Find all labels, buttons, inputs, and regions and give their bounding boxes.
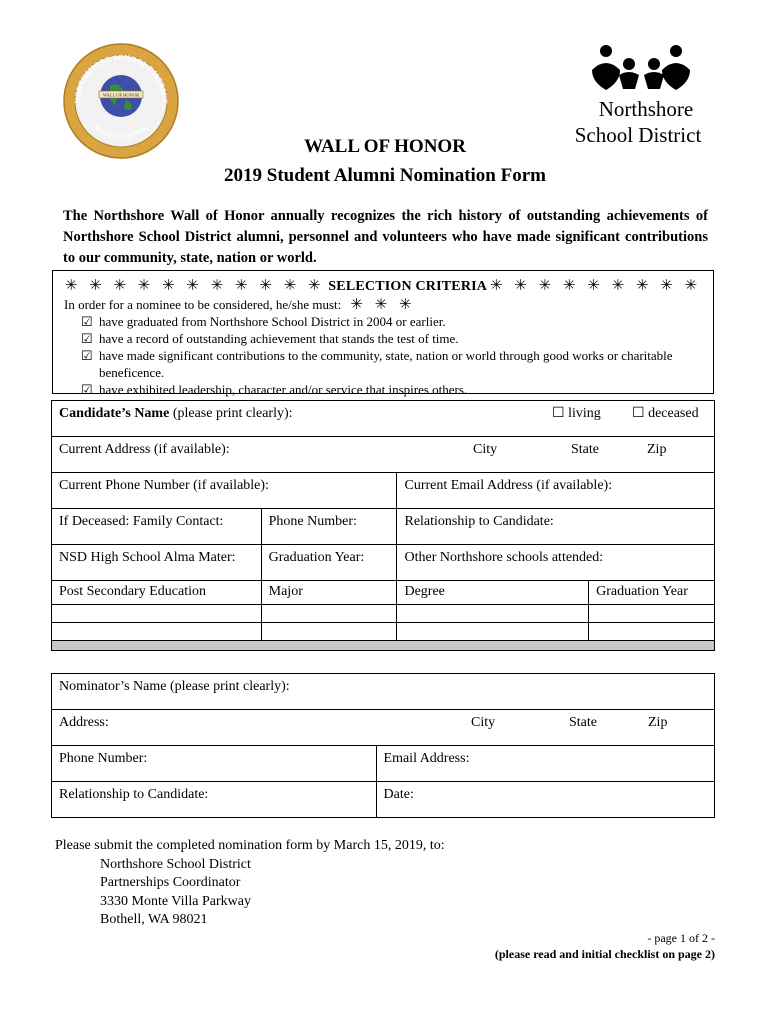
deceased-checkbox[interactable]: ☐ deceased: [632, 406, 699, 421]
mailing-address: Northshore School District Partnerships Coordinator 3330 Monte Villa Parkway Bothell, WA 98021: [100, 856, 251, 927]
checkbox-checked-icon: ☑: [81, 331, 93, 346]
page-subtitle: 2019 Student Alumni Nomination Form: [224, 165, 546, 186]
page-footer: [495, 930, 715, 962]
svg-text:WALL OF HONOR: WALL OF HONOR: [102, 92, 140, 98]
svg-text:WALL OF HONOR: WALL OF HONOR: [92, 123, 150, 142]
education-degree-cell[interactable]: [397, 605, 589, 623]
education-degree-cell[interactable]: [397, 623, 589, 641]
alma-mater-field[interactable]: NSD High School Alma Mater:: [52, 545, 262, 581]
ps-graduation-year-header: Graduation Year: [589, 581, 715, 605]
criteria-item: ☑ have made significant contributions to the community, state, nation or world through good works or charitable beneficence.: [81, 348, 673, 380]
nomination-table: [51, 400, 715, 651]
nominator-relationship-field[interactable]: Relationship to Candidate:: [52, 782, 377, 818]
education-year-cell[interactable]: [589, 623, 715, 641]
nominator-address-field[interactable]: Address: City State Zip: [52, 710, 715, 746]
nominator-name-field[interactable]: Nominator’s Name (please print clearly):: [52, 674, 715, 710]
checkbox-checked-icon: ☑: [81, 314, 93, 329]
svg-text:School District: School District: [574, 123, 702, 147]
intro-paragraph: The Northshore Wall of Honor annually recognizes the rich history of outstanding achievements of Northshore School District alumni, personnel and volunteers who have made significant contributions to our community, state, nation or world.: [63, 208, 708, 266]
checkbox-icon: ☐: [632, 406, 645, 421]
svg-text:Northshore: Northshore: [598, 97, 694, 121]
page-title: WALL OF HONOR: [304, 136, 466, 157]
criteria-intro: In order for a nominee to be considered, he/she must:: [64, 297, 342, 312]
degree-header: Degree: [397, 581, 589, 605]
graduation-year-field[interactable]: Graduation Year:: [261, 545, 397, 581]
family-relationship-field[interactable]: Relationship to Candidate:: [397, 509, 715, 545]
figures-icon: [592, 45, 690, 90]
education-year-cell[interactable]: [589, 605, 715, 623]
post-secondary-header: Post Secondary Education: [52, 581, 262, 605]
page-number: - page 1 of 2 -: [647, 931, 715, 945]
education-school-cell[interactable]: [52, 605, 262, 623]
education-major-cell[interactable]: [261, 623, 397, 641]
candidate-email-field[interactable]: Current Email Address (if available):: [397, 473, 715, 509]
star-icons: ✳ ✳ ✳ ✳ ✳ ✳ ✳ ✳ ✳ ✳ ✳: [64, 278, 325, 294]
criteria-list: [81, 313, 691, 398]
other-schools-field[interactable]: Other Northshore schools attended:: [397, 545, 715, 581]
selection-criteria-box: [52, 270, 714, 397]
footer-note: (please read and initial checklist on page 2): [494, 947, 715, 961]
section-divider: [52, 641, 715, 651]
candidate-name-field[interactable]: Candidate’s Name (please print clearly): ☐ living ☐ deceased: [52, 401, 715, 437]
criteria-title: SELECTION CRITERIA: [328, 279, 487, 294]
star-icons: ✳ ✳ ✳ ✳ ✳ ✳ ✳ ✳ ✳ ✳ ✳ ✳: [350, 278, 702, 313]
candidate-address-field[interactable]: Current Address (if available): City State Zip: [52, 437, 715, 473]
major-header: Major: [261, 581, 397, 605]
submission-instructions: Please submit the completed nomination form by March 15, 2019, to: Northshore School District Partnerships Coordinator 3330 Monte Villa Parkway Bothell, WA 98021: [55, 837, 445, 930]
nominator-email-field[interactable]: Email Address:: [376, 746, 714, 782]
criteria-item: ☑ have exhibited leadership, character and/or service that inspires others.: [81, 382, 468, 397]
education-row: [52, 605, 715, 623]
checkbox-checked-icon: ☑: [81, 382, 93, 397]
nominator-phone-field[interactable]: Phone Number:: [52, 746, 377, 782]
family-phone-field[interactable]: Phone Number:: [261, 509, 397, 545]
svg-text:NORTHSHORE SCHOOL DISTRICT: NORTHSHORE SCHOOL DISTRICT: [72, 52, 170, 104]
candidate-phone-field[interactable]: Current Phone Number (if available):: [52, 473, 397, 509]
education-school-cell[interactable]: [52, 623, 262, 641]
checkbox-checked-icon: ☑: [81, 348, 93, 363]
education-major-cell[interactable]: [261, 605, 397, 623]
nominator-table: [51, 673, 715, 818]
education-row: [52, 623, 715, 641]
living-checkbox[interactable]: ☐ living: [552, 406, 601, 421]
nominator-date-field[interactable]: Date:: [376, 782, 714, 818]
criteria-item: ☑ have a record of outstanding achievement that stands the test of time.: [81, 331, 459, 346]
family-contact-field[interactable]: If Deceased: Family Contact:: [52, 509, 262, 545]
checkbox-icon: ☐: [552, 406, 565, 421]
criteria-item: ☑ have graduated from Northshore School District in 2004 or earlier.: [81, 314, 446, 329]
